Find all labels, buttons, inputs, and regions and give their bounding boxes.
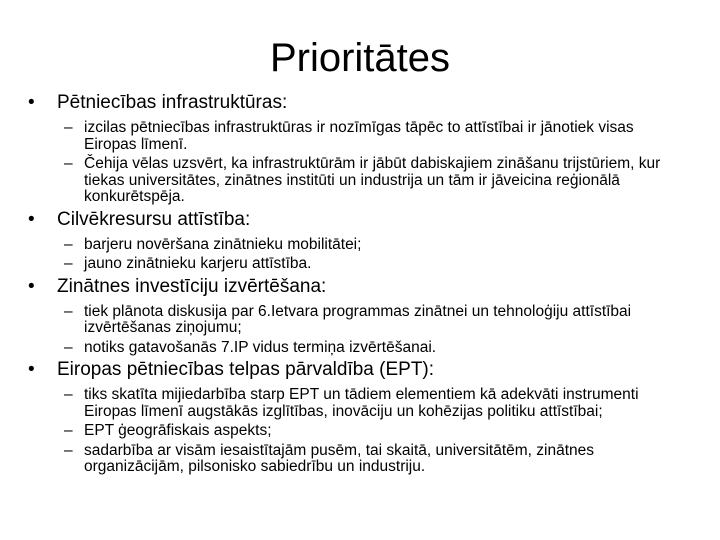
sub-item	[64, 443, 688, 476]
sub-list	[64, 237, 688, 273]
sub-list	[64, 387, 688, 476]
bullet-marker: •	[28, 275, 35, 297]
sub-item-text: tiek plānota diskusija par 6.Ietvara programmas zinātnei un tehnoloģiju attīstībai izvērtēšanas ziņojumu;	[84, 302, 632, 336]
sub-item-text: notiks gatavošanās 7.IP vidus termiņa izvērtēšanai.	[84, 338, 437, 356]
bullet-list	[28, 92, 688, 479]
sub-item-text: jauno zinātnieku karjeru attīstība.	[84, 255, 312, 272]
section-heading	[28, 209, 688, 231]
section-era-governance	[28, 359, 688, 476]
section-heading-text: Eiropas pētniecības telpas pārvaldība (EPT):	[57, 359, 435, 380]
section-investment-evaluation	[28, 276, 688, 357]
bullet-marker: •	[28, 359, 35, 380]
bullet-marker: •	[28, 92, 35, 113]
sub-item-text: izcilas pētniecības infrastruktūras ir nozīmīgas tāpēc to attīstībai ir jānotiek visas Eiropas līmenī.	[84, 119, 634, 153]
sub-item-text: Čehija vēlas uzsvērt, ka infrastruktūrām ir jābūt dabiskajiem zināšanu trijstūriem, kur tiekas universitātes, zinātnes institūti un industrija un tām ir jāveicina reģionālā konkurētspēja.	[84, 155, 661, 205]
sub-list	[64, 304, 688, 357]
dash-marker: –	[64, 302, 73, 320]
dash-marker: –	[64, 155, 73, 172]
slide-title: Prioritātes	[269, 36, 451, 80]
dash-marker: –	[64, 386, 73, 403]
sub-item-text: barjeru novēršana zinātnieku mobilitātei;	[84, 235, 362, 253]
sub-item	[64, 237, 688, 254]
sub-item	[64, 120, 688, 153]
section-research-infrastructure	[28, 92, 688, 206]
sub-item	[64, 156, 688, 206]
section-heading-text: Pētniecības infrastruktūras:	[57, 92, 288, 113]
section-heading-text: Zinātnes investīciju izvērtēšana:	[57, 275, 327, 297]
sub-item-text: EPT ģeogrāfiskais aspekts;	[84, 422, 272, 439]
sub-item	[64, 256, 688, 273]
sub-item	[64, 423, 688, 440]
dash-marker: –	[64, 441, 73, 459]
bullet-marker: •	[28, 208, 35, 230]
section-heading	[28, 276, 688, 298]
sub-item	[64, 340, 688, 357]
section-human-resources	[28, 209, 688, 273]
dash-marker: –	[64, 235, 73, 253]
sub-item-text: sadarbība ar visām iesaistītajām pusēm, tai skaitā, universitātēm, zinātnes organizācijām, pilsonisko sabiedrību un industriju.	[84, 441, 595, 475]
dash-marker: –	[64, 255, 73, 272]
sub-item	[64, 387, 688, 420]
dash-marker: –	[64, 422, 73, 439]
sub-list	[64, 120, 688, 206]
dash-marker: –	[64, 338, 73, 356]
dash-marker: –	[64, 119, 73, 136]
section-heading	[28, 92, 688, 114]
section-heading	[28, 359, 688, 381]
sub-item-text: tiks skatīta mijiedarbība starp EPT un tādiem elementiem kā adekvāti instrumenti Eiropas līmenī augstākās izglītības, inovāciju un kohēzijas politiku attīstībai;	[84, 386, 639, 420]
section-heading-text: Cilvēkresursu attīstība:	[57, 208, 251, 230]
sub-item	[64, 304, 688, 337]
